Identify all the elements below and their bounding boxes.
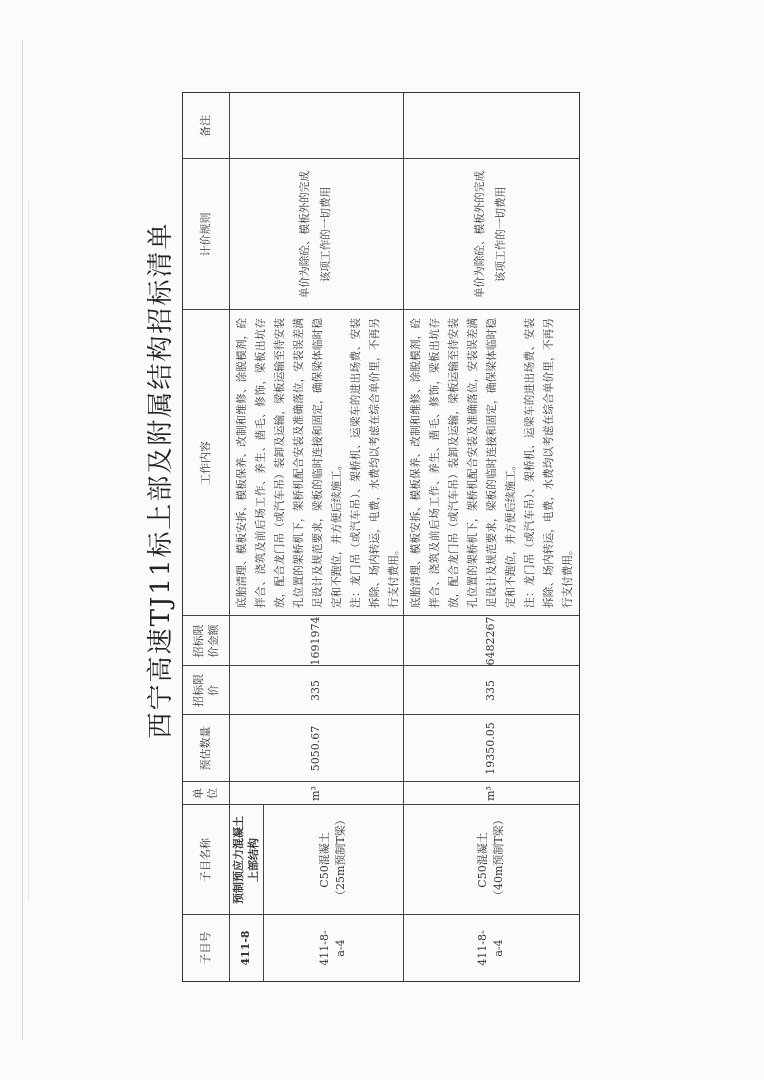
header-unit: 单位 [192,788,219,799]
row-2-code: 411-8-a-4 [476,930,505,966]
row-2-remarks [403,93,579,159]
header-pricing-rule: 计价规则 [199,212,212,257]
header-unit-price: 招标限价 [192,674,220,707]
row-1-unit-price: 335 [309,680,322,701]
work-content-paragraph: 底胎清理、模板安拆、模板保养、改制和维修、涂脱模剂，砼拌合、浇筑及前后场工作、养生、凿毛、修饰，梁板出坑存放，配合龙门吊（或汽车吊）装卸及运输，梁板运输至待安装孔位置的架桥机下，架桥机配合安装及准确落位，安装误差满足设计及规范要求，梁板的临时连接和固定，确保梁体临时稳定和不跑位，并方便后续施工。 [410,318,517,608]
work-content-note: 注：龙门吊（或汽车吊）、架桥机、运梁车的进出场费、安装拆除、场内转运，电费，水费均以考虑在综合单价里，不再另行支付费用。 [350,318,400,608]
row-2-quantity: 19350.05 [484,722,497,775]
header-total-price: 招标限价金额 [192,624,220,658]
row-2-pricing-rule: 单价为除砼、模板外的完成该项工作的一切费用 [474,170,507,299]
bid-list-table [182,92,580,982]
header-remarks: 备注 [199,115,212,137]
document-title: 西宁高速TJ11标上部及附属结构招标清单 [146,221,176,739]
work-content-note: 注：龙门吊（或汽车吊）、架桥机、运梁车的进出场费、安装拆除、场内转运，电费，水费均以考虑在综合单价里，不再另行支付费用。 [524,318,574,608]
header-quantity: 预估数量 [199,726,212,771]
row-1-total-price: 1691974 [309,616,322,666]
row-1-quantity: 5050.67 [309,725,322,772]
row-1-name: C50混凝土（25m预制T梁） [318,814,347,901]
row-2-total-price: 6482267 [484,616,497,666]
row-1-pricing-rule: 单价为除砼、模板外的完成该项工作的一切费用 [299,170,332,299]
row-1-code: 411-8-a-4 [318,930,347,966]
row-1-unit: m³ [309,786,322,801]
header-code: 子目号 [199,931,212,965]
section-code: 411-8 [239,930,252,966]
header-work-content: 工作内容 [199,441,212,485]
row-2-unit: m³ [484,786,497,801]
row-1-remarks [229,93,403,159]
section-name: 预制预应力混凝土上部结构 [232,816,260,904]
row-2-unit-price: 335 [484,680,497,701]
row-2-work-content [403,310,579,616]
work-content-paragraph: 底胎清理、模板安拆、模板保养、改制和维修、涂脱模剂，砼拌合、浇筑及前后场工作、养生、凿毛、修饰，梁板出坑存放，配合龙门吊（或汽车吊）装卸及运输，梁板运输至待安装孔位置的架桥机下，架桥机配合安装及准确落位，安装误差满足设计及规范要求，梁板的临时连接和固定，确保梁体临时稳定和不跑位，并方便后续施工。 [236,318,343,608]
row-1-work-content [229,310,403,616]
header-name: 子目名称 [199,838,212,882]
row-2-name: C50混凝土（40m预制T梁） [476,814,505,901]
